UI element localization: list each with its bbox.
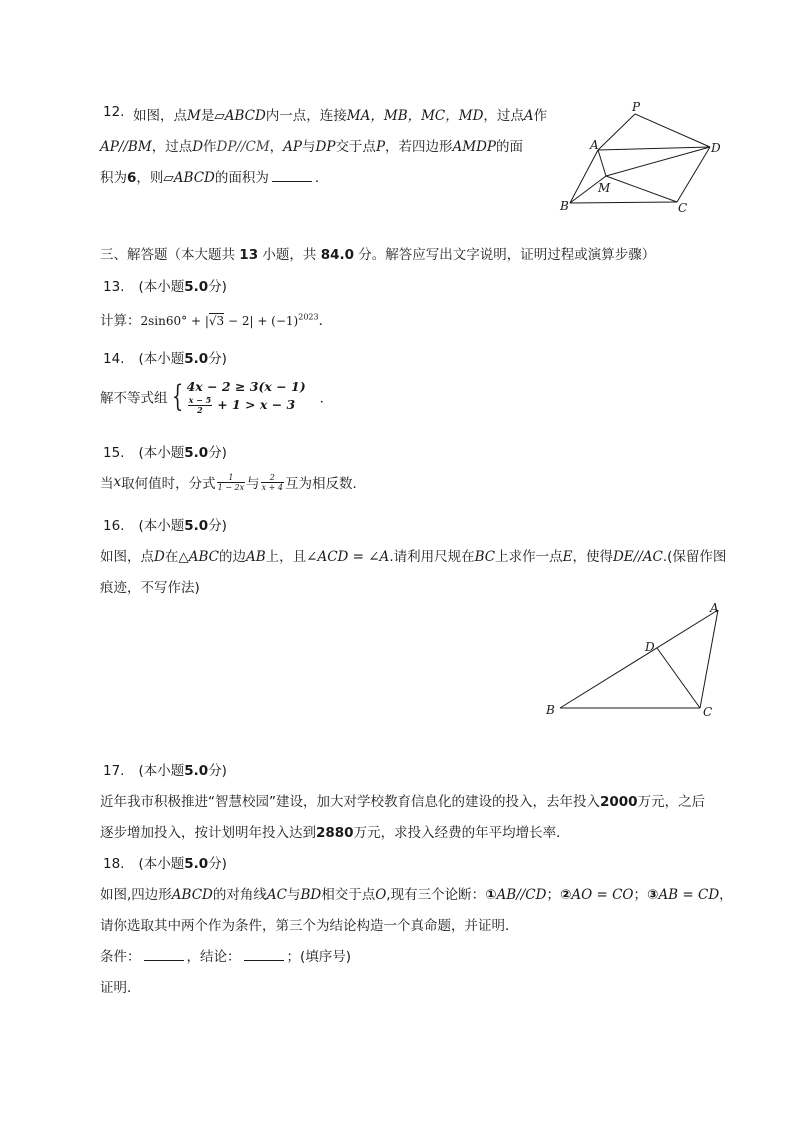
segment-ad [598,147,710,150]
q12-answer-blank[interactable] [272,169,312,182]
inequality-system: 4x − 2 ≥ 3(x − 1) $\frac{x - 5}{2}$ + 1 > x − 3 [186,379,306,415]
q17-header: 17. (本小题5.0分) [103,763,227,779]
q15-header: 15. (本小题5.0分) [103,445,227,461]
label-m: M [598,181,611,195]
conclusion-blank[interactable] [244,948,284,961]
q16-header: 16. (本小题5.0分) [103,518,227,534]
segment-md [606,147,710,176]
label-a: A [590,138,599,152]
q12-parallelogram-figure [550,100,730,220]
q18-header: 18. (本小题5.0分) [103,856,227,872]
segment-am [598,150,606,176]
q17-line-1: 近年我市积极推进“智慧校园”建设，加大对学校教育信息化的建设的投入，去年投入2000万元，之后 [100,794,706,810]
q16-line-2: 痕迹，不写作法) [100,580,200,596]
label-a: A [710,601,719,615]
q12-line-3: 积为6，则▱ABCD的面积为 ． [100,170,329,186]
system-brace: { [171,378,183,414]
label-b: B [546,703,555,717]
segment-mc [606,176,677,202]
segment-ab [570,150,598,203]
segment-dc [657,648,700,708]
q14-header: 14. (本小题5.0分) [103,351,227,367]
q12-number: 12. [103,104,125,120]
q12-line-1: 如图，点M是▱ABCD内一点，连接MA，MB，MC，MD，过点A作 [133,108,548,124]
segment-ab [560,610,718,708]
label-c: C [703,705,713,719]
condition-blank[interactable] [144,948,184,961]
q18-line-3: 条件： ，结论： ；(填序号) [100,949,352,965]
q14-body: 解不等式组 { 4x − 2 ≥ 3(x − 1) $\frac{x - 5}{2}$ + 1 > x − 3 ． [100,378,334,415]
label-d: D [645,640,655,654]
segment-ac [700,610,718,708]
q16-line-1: 如图，点D在△ABC的边AB上，且∠ACD = ∠A.请利用尺规在BC上求作一点E，使得DE//AC.(保留作图 [100,549,727,565]
segment-pd [635,114,710,147]
q15-body: 当x取何值时，分式 $\frac{1}{1 - 2x}$ 与 $\frac{2}{x + 4}$ 互为相反数． [100,472,366,492]
label-b: B [560,199,569,213]
label-d: D [711,141,721,155]
q18-proof-label: 证明． [100,980,141,996]
section-3-heading: 三、解答题（本大题共 13 小题，共 84.0 分。解答应写出文字说明，证明过程或演算步骤） [100,247,656,263]
q18-line-1: 如图,四边形ABCD的对角线AC与BD相交于点O,现有三个论断：①AB//CD；②AO = CO；③AB = CD， [100,887,733,903]
label-p: P [632,100,641,114]
label-c: C [678,201,688,215]
segment-pa [598,114,635,150]
q12-line-2: AP//BM，过点D作DP//CM，AP与DP交于点P，若四边形AMDP的面 [100,139,524,155]
q13-header: 13. (本小题5.0分) [103,279,227,295]
q16-triangle-figure [540,598,730,723]
q13-body: 计算：$2\sin 60^\circ + |√3 - 2| + (-1)^{2023}$． [100,312,333,329]
q17-line-2: 逐步增加投入，按计划明年投入达到2880万元，求投入经费的年平均增长率． [100,825,570,841]
q18-line-2: 请你选取其中两个作为条件，第三个为结论构造一个真命题，并证明． [100,918,519,934]
segment-bc [570,202,677,203]
